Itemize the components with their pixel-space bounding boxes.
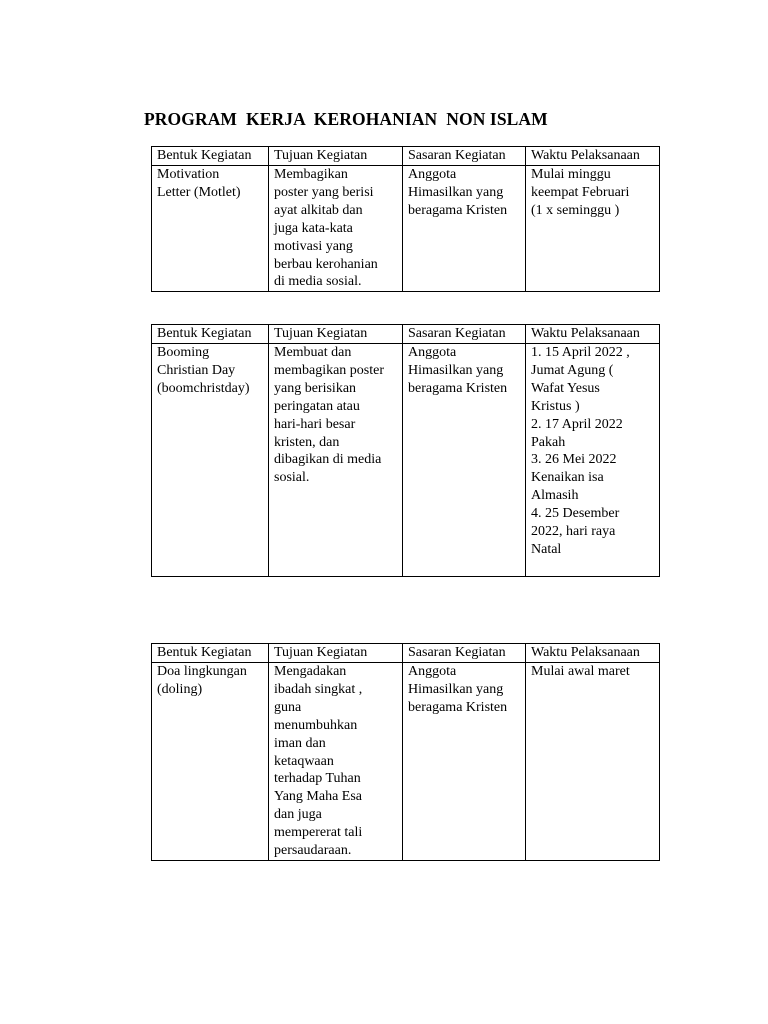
header-bentuk-kegiatan: Bentuk Kegiatan: [152, 147, 269, 166]
table-header-row: [152, 325, 660, 344]
header-sasaran-kegiatan: Sasaran Kegiatan: [403, 644, 526, 663]
program-table-doling: [151, 643, 660, 861]
table-header-row: [152, 147, 660, 166]
waktu-pelaksanaan-text: Mulai minggu keempat Februari (1 x seminggu ): [531, 167, 630, 218]
tujuan-kegiatan-text: Mengadakan ibadah singkat , guna menumbuhkan iman dan ketaqwaan terhadap Tuhan Yang Maha Esa dan juga mempererat tali persaudaraan.: [274, 664, 363, 859]
table-row: [152, 344, 660, 577]
cell-sasaran-kegiatan: [403, 166, 526, 292]
header-tujuan-kegiatan: Tujuan Kegiatan: [269, 325, 403, 344]
header-sasaran-kegiatan: Sasaran Kegiatan: [403, 147, 526, 166]
program-table-boomchristday: [151, 324, 660, 577]
header-bentuk-kegiatan: Bentuk Kegiatan: [152, 644, 269, 663]
bentuk-kegiatan-text: Doa lingkungan (doling): [157, 664, 247, 697]
sasaran-kegiatan-text: Anggota Himasilkan yang beragama Kristen: [408, 167, 508, 218]
cell-waktu-pelaksanaan: [526, 663, 660, 861]
program-table-motlet: [151, 146, 660, 292]
table-header-row: [152, 644, 660, 663]
cell-waktu-pelaksanaan: [526, 344, 660, 577]
table-row: [152, 663, 660, 861]
tujuan-kegiatan-text: Membuat dan membagikan poster yang berisikan peringatan atau hari-hari besar kristen, dan dibagikan di media sosial.: [274, 345, 385, 486]
cell-bentuk-kegiatan: [152, 663, 269, 861]
header-tujuan-kegiatan: Tujuan Kegiatan: [269, 147, 403, 166]
cell-tujuan-kegiatan: [269, 663, 403, 861]
cell-sasaran-kegiatan: [403, 663, 526, 861]
cell-tujuan-kegiatan: [269, 344, 403, 577]
header-tujuan-kegiatan: Tujuan Kegiatan: [269, 644, 403, 663]
waktu-pelaksanaan-text: 1. 15 April 2022 , Jumat Agung ( Wafat Yesus Kristus ) 2. 17 April 2022 Pakah 3. 26 Mei 2022 Kenaikan isa Almasih 4. 25 Desember 2022, hari raya Natal: [531, 345, 630, 557]
cell-bentuk-kegiatan: [152, 344, 269, 577]
table-row: [152, 166, 660, 292]
cell-waktu-pelaksanaan: [526, 166, 660, 292]
header-waktu-pelaksanaan: Waktu Pelaksanaan: [526, 147, 660, 166]
page-title: PROGRAM KERJA KEROHANIAN NON ISLAM: [144, 109, 548, 129]
header-sasaran-kegiatan: Sasaran Kegiatan: [403, 325, 526, 344]
bentuk-kegiatan-text: Motivation Letter (Motlet): [157, 167, 241, 200]
cell-tujuan-kegiatan: [269, 166, 403, 292]
sasaran-kegiatan-text: Anggota Himasilkan yang beragama Kristen: [408, 345, 508, 396]
header-bentuk-kegiatan: Bentuk Kegiatan: [152, 325, 269, 344]
cell-bentuk-kegiatan: [152, 166, 269, 292]
bentuk-kegiatan-text: Booming Christian Day (boomchristday): [157, 345, 250, 396]
cell-sasaran-kegiatan: [403, 344, 526, 577]
sasaran-kegiatan-text: Anggota Himasilkan yang beragama Kristen: [408, 664, 508, 715]
tujuan-kegiatan-text: Membagikan poster yang berisi ayat alkitab dan juga kata-kata motivasi yang berbau kerohanian di media sosial.: [274, 167, 378, 290]
header-waktu-pelaksanaan: Waktu Pelaksanaan: [526, 644, 660, 663]
header-waktu-pelaksanaan: Waktu Pelaksanaan: [526, 325, 660, 344]
waktu-pelaksanaan-text: Mulai awal maret: [531, 664, 630, 679]
